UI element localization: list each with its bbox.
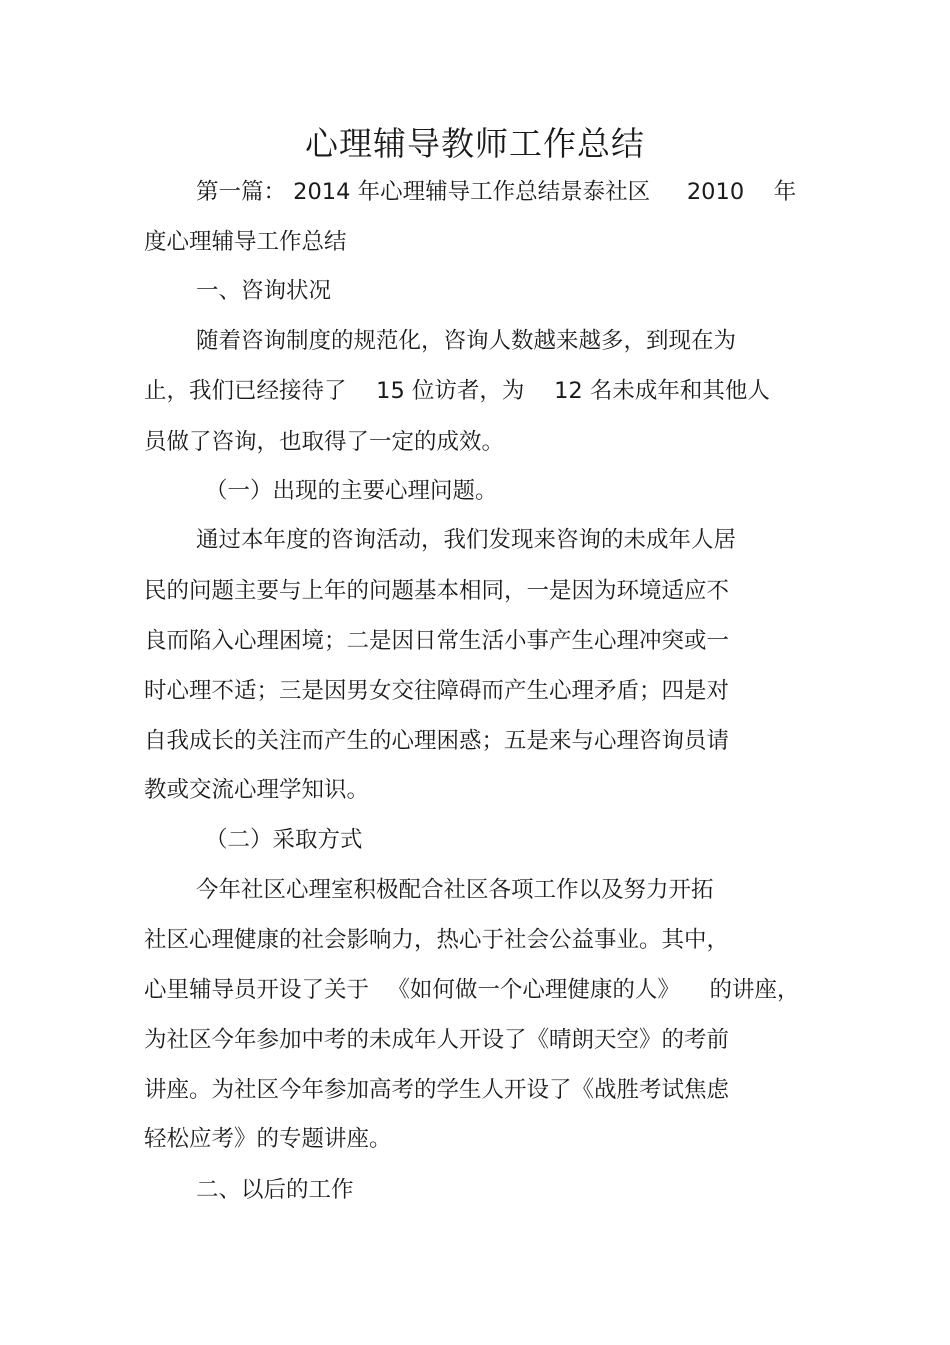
paragraph-line: 轻松应考》的专题讲座。 [144,1126,392,1152]
paragraph-line: 社区心理健康的社会影响力，热心于社会公益事业。其中， [144,927,730,953]
document-title: 心理辅导教师工作总结 [305,124,645,163]
paragraph-line: 教或交流心理学知识。 [144,777,370,803]
paragraph-line: 员做了咨询，也取得了一定的成效。 [144,429,505,455]
subsection-heading: （一）出现的主要心理问题。 [205,478,498,504]
subsection-heading: （二）采取方式 [205,827,363,853]
paragraph-line: 为社区今年参加中考的未成年人开设了《晴朗天空》的考前 [144,1027,730,1053]
paragraph-line: 随着咨询制度的规范化，咨询人数越来越多，到现在为 [196,328,737,354]
paragraph-line: 民的问题主要与上年的问题基本相同，一是因为环境适应不 [144,578,730,604]
section-heading: 二、以后的工作 [196,1177,354,1203]
paragraph-line: 时心理不适；三是因男女交往障碍而产生心理矛盾；四是对 [144,678,730,704]
paragraph-line: 自我成长的关注而产生的心理困惑；五是来与心理咨询员请 [144,728,730,754]
paragraph-line: 通过本年度的咨询活动，我们发现来咨询的未成年人居 [196,527,737,553]
paragraph-line: 良而陷入心理困境；二是因日常生活小事产生心理冲突或一 [144,628,730,654]
section-heading: 一、咨询状况 [196,278,332,304]
paragraph-line: 度心理辅导工作总结 [144,229,347,255]
paragraph-line: 止，我们已经接待了 15 位访者，为 12 名未成年和其他人 [144,378,770,404]
paragraph-line: 第一篇： 2014 年心理辅导工作总结景泰社区 2010 年 [196,179,797,205]
paragraph-line: 心里辅导员开设了关于 《如何做一个心理健康的人》 的讲座， [144,977,800,1003]
paragraph-line: 讲座。为社区今年参加高考的学生人开设了《战胜考试焦虑 [144,1077,730,1103]
paragraph-line: 今年社区心理室积极配合社区各项工作以及努力开拓 [196,877,714,903]
